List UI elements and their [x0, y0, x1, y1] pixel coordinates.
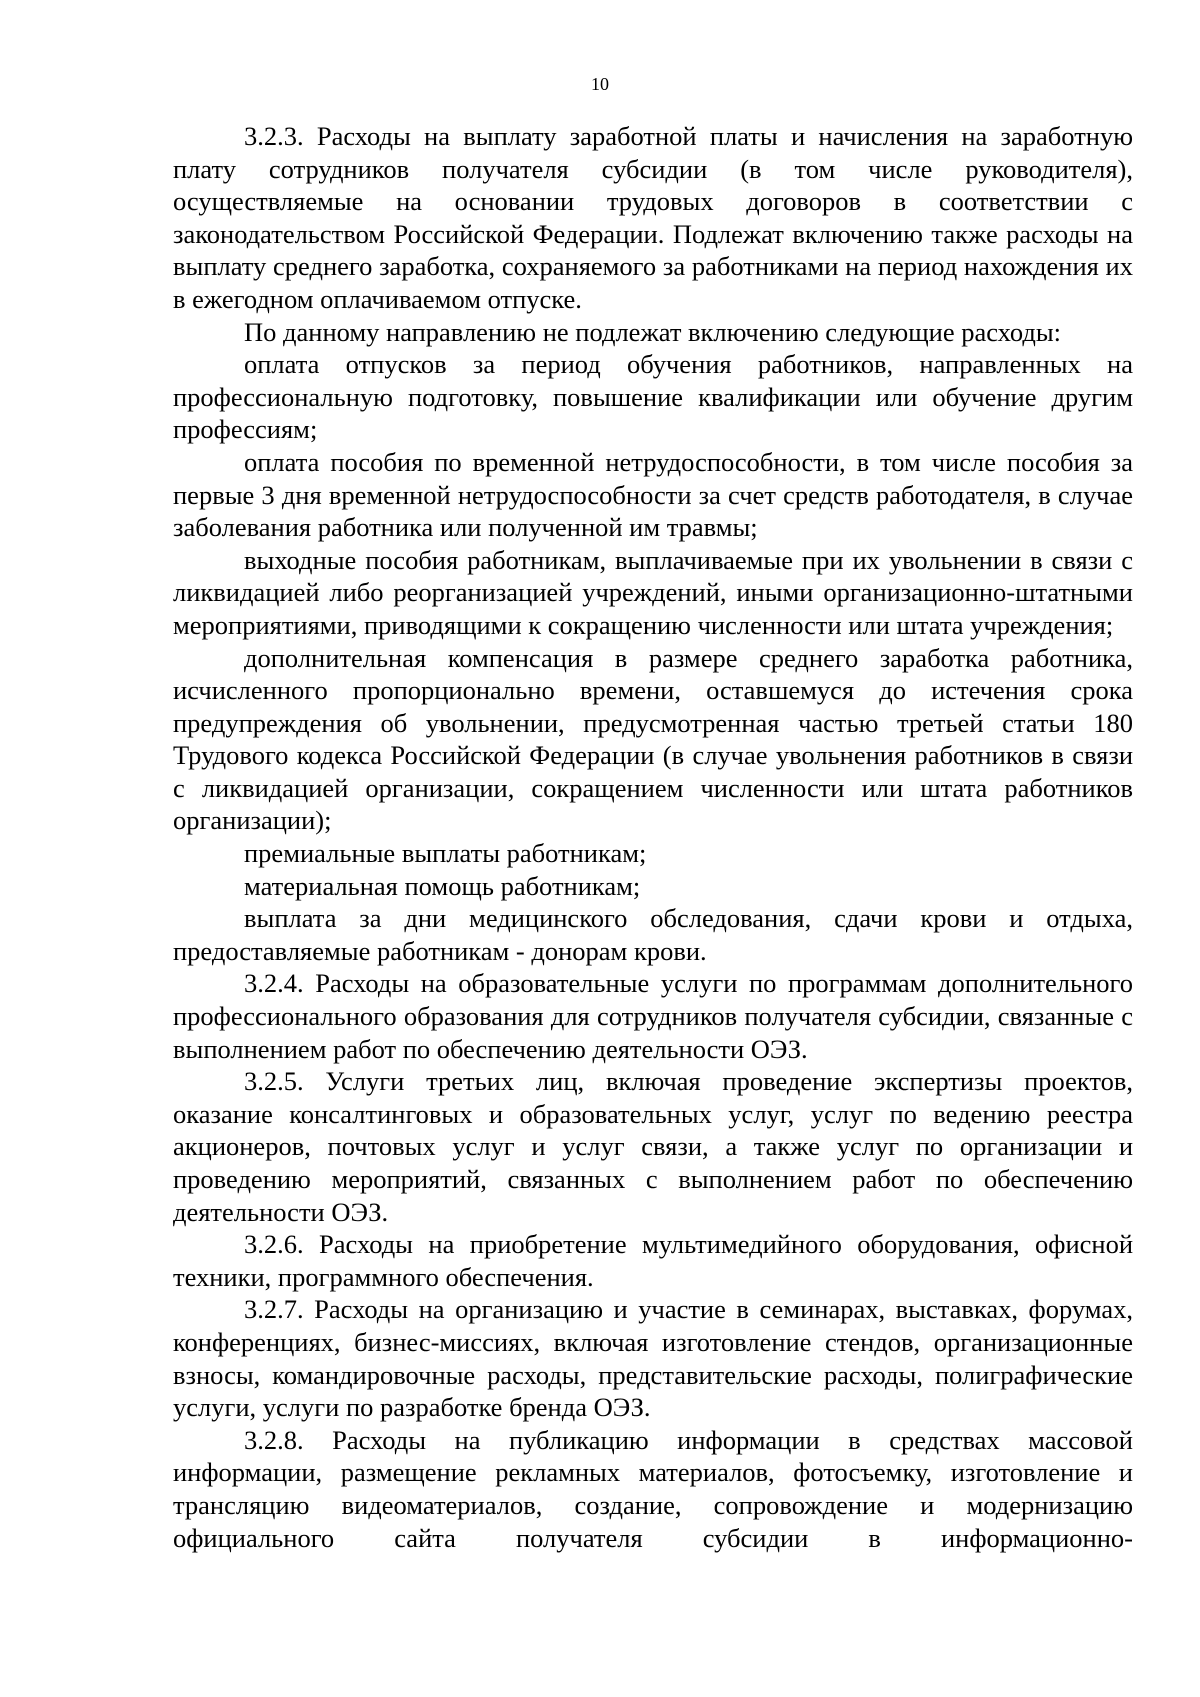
paragraph-exclusion-severance: выходные пособия работникам, выплачиваемые при их увольнении в связи с ликвидацией либо реорганизацией учреждений, иными организационно-штатными мероприятиями, приводящими к сокращению численности или штата учреждения; [173, 544, 1133, 640]
paragraph-exclusions-intro: По данному направлению не подлежат включению следующие расходы: [244, 316, 1062, 347]
paragraph-3-2-6: 3.2.6. Расходы на приобретение мультимедийного оборудования, офисной техники, программного обеспечения. [173, 1229, 1133, 1292]
paragraph-exclusion-material-aid: материальная помощь работникам; [244, 870, 641, 901]
paragraph-exclusion-donor-days: выплата за дни медицинского обследования, сдачи крови и отдыха, предоставляемые работникам - донорам крови. [173, 903, 1133, 966]
paragraph-exclusion-vacation: оплата отпусков за период обучения работников, направленных на профессиональную подготовку, повышение квалификации или обучение другим профессиям; [173, 349, 1133, 445]
paragraph-exclusion-bonuses: премиальные выплаты работникам; [244, 838, 647, 869]
document-body [173, 120, 1133, 1554]
paragraph-3-2-3: 3.2.3. Расходы на выплату заработной платы и начисления на заработную плату сотрудников получателя субсидии (в том числе руководителя), осуществляемые на основании трудовых договоров в соответствии с законодательством Российской Федерации. Подлежат включению также расходы на выплату среднего заработка, сохраняемого за работниками на период нахождения их в ежегодном оплачиваемом отпуске. [173, 121, 1133, 314]
paragraph-exclusion-compensation: дополнительная компенсация в размере среднего заработка работника, исчисленного пропорционально времени, оставшемуся до истечения срока предупреждения об увольнении, предусмотренная частью третьей статьи 180 Трудового кодекса Российской Федерации (в случае увольнения работников в связи с ликвидацией организации, сокращением численности или штата работников организации); [173, 642, 1133, 836]
paragraph-exclusion-sick-leave: оплата пособия по временной нетрудоспособности, в том числе пособия за первые 3 дня временной нетрудоспособности за счет средств работодателя, в случае заболевания работника или полученной им травмы; [173, 446, 1133, 543]
page-number: 10 [591, 74, 609, 94]
paragraph-3-2-5: 3.2.5. Услуги третьих лиц, включая проведение экспертизы проектов, оказание консалтинговых и образовательных услуг, услуг по ведению реестра акционеров, почтовых услуг и услуг связи, а также услуг по организации и проведению мероприятий, связанных с выполнением работ по обеспечению деятельности ОЭЗ. [173, 1066, 1133, 1227]
paragraph-3-2-8: 3.2.8. Расходы на публикацию информации в средствах массовой информации, размещение рекламных материалов, фотосъемку, изготовление и трансляцию видеоматериалов, создание, сопровождение и модернизацию официального сайта получателя субсидии в информационно- [173, 1424, 1133, 1553]
paragraph-3-2-4: 3.2.4. Расходы на образовательные услуги по программам дополнительного профессионального образования для сотрудников получателя субсидии, связанные с выполнением работ по обеспечению деятельности ОЭЗ. [173, 968, 1133, 1064]
paragraph-3-2-7: 3.2.7. Расходы на организацию и участие в семинарах, выставках, форумах, конференциях, бизнес-миссиях, включая изготовление стендов, организационные взносы, командировочные расходы, представительские расходы, полиграфические услуги, услуги по разработке бренда ОЭЗ. [173, 1294, 1133, 1423]
